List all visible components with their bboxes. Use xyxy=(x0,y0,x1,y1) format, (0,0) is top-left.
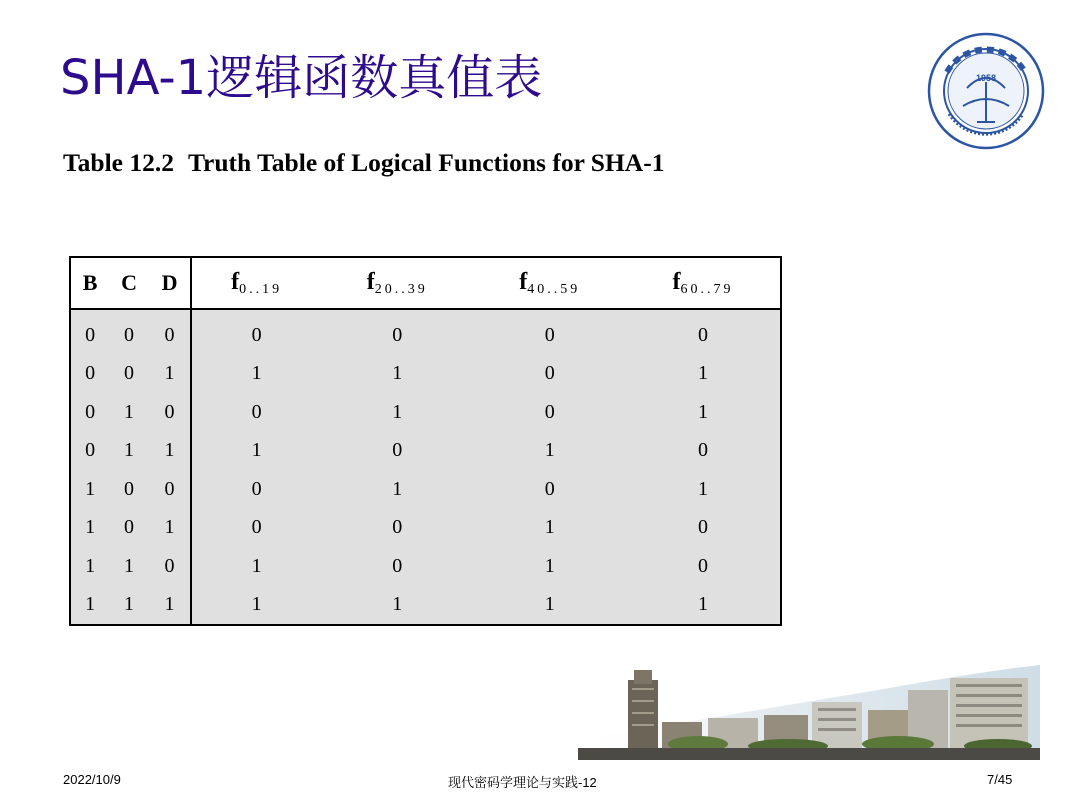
table-cell: 0 xyxy=(70,393,109,432)
table-cell: 0 xyxy=(626,309,781,355)
header-f-60-79: $f_{60..79}$ xyxy=(626,257,781,309)
header-b: B xyxy=(70,257,109,309)
table-cell: 1 xyxy=(70,470,109,509)
table-cell: 0 xyxy=(626,547,781,586)
table-cell: 0 xyxy=(149,470,191,509)
table-cell: 0 xyxy=(149,547,191,586)
table-row xyxy=(70,432,781,471)
header-d: D xyxy=(149,257,191,309)
table-cell: 0 xyxy=(191,509,321,548)
table-cell: 0 xyxy=(109,470,149,509)
header-f-0-19: $f_{0..19}$ xyxy=(191,257,321,309)
table-cell: 0 xyxy=(191,309,321,355)
table-cell: 0 xyxy=(70,355,109,394)
table-cell: 1 xyxy=(474,586,626,626)
header-c: C xyxy=(109,257,149,309)
footer-date: 2022/10/9 xyxy=(63,772,121,787)
table-cell: 1 xyxy=(626,586,781,626)
table-caption-text: Truth Table of Logical Functions for SHA-1 xyxy=(187,148,665,177)
table-cell: 1 xyxy=(321,393,473,432)
table-cell: 0 xyxy=(191,470,321,509)
table-cell: 1 xyxy=(474,432,626,471)
table-cell: 1 xyxy=(149,509,191,548)
table-cell: 1 xyxy=(149,355,191,394)
table-cell: 1 xyxy=(70,509,109,548)
table-row xyxy=(70,470,781,509)
table-caption xyxy=(63,148,664,178)
table-cell: 1 xyxy=(191,355,321,394)
table-cell: 0 xyxy=(321,432,473,471)
table-cell: 0 xyxy=(321,547,473,586)
table-cell: 1 xyxy=(626,393,781,432)
header-f-20-39: $f_{20..39}$ xyxy=(321,257,473,309)
footer-page-number: 7/45 xyxy=(987,772,1013,787)
table-cell: 1 xyxy=(109,432,149,471)
truth-table xyxy=(69,256,782,626)
table-cell: 1 xyxy=(321,355,473,394)
table-cell: 0 xyxy=(321,309,473,355)
table-cell: 1 xyxy=(109,547,149,586)
table-cell: 0 xyxy=(626,509,781,548)
table-cell: 0 xyxy=(321,509,473,548)
table-cell: 1 xyxy=(626,470,781,509)
table-cell: 1 xyxy=(149,586,191,626)
table-row xyxy=(70,393,781,432)
university-seal-icon xyxy=(927,32,1045,150)
seal-year: 1958 xyxy=(975,73,997,83)
table-cell: 1 xyxy=(321,470,473,509)
table-row xyxy=(70,509,781,548)
table-cell: 1 xyxy=(109,393,149,432)
table-cell: 0 xyxy=(70,432,109,471)
truth-table-header-row xyxy=(70,257,781,309)
table-row xyxy=(70,309,781,355)
table-cell: 0 xyxy=(149,309,191,355)
table-cell: 1 xyxy=(626,355,781,394)
table-row xyxy=(70,586,781,626)
table-cell: 0 xyxy=(474,470,626,509)
table-cell: 0 xyxy=(474,393,626,432)
table-cell: 0 xyxy=(474,309,626,355)
table-cell: 0 xyxy=(109,509,149,548)
table-row xyxy=(70,547,781,586)
table-cell: 1 xyxy=(70,547,109,586)
header-f-40-59: $f_{40..59}$ xyxy=(474,257,626,309)
table-cell: 1 xyxy=(474,509,626,548)
table-cell: 1 xyxy=(109,586,149,626)
table-row xyxy=(70,355,781,394)
table-cell: 0 xyxy=(109,355,149,394)
footer-course-title: 现代密码学理论与实践-12 xyxy=(448,775,597,790)
table-cell: 0 xyxy=(626,432,781,471)
table-cell: 1 xyxy=(70,586,109,626)
table-cell: 0 xyxy=(149,393,191,432)
table-cell: 1 xyxy=(191,586,321,626)
slide-title: SHA-1逻辑函数真值表 xyxy=(60,50,543,106)
table-cell: 1 xyxy=(191,547,321,586)
table-cell: 0 xyxy=(474,355,626,394)
table-cell: 1 xyxy=(321,586,473,626)
table-cell: 1 xyxy=(149,432,191,471)
table-cell: 1 xyxy=(474,547,626,586)
table-cell: 0 xyxy=(70,309,109,355)
campus-photo-icon xyxy=(578,660,1040,760)
table-cell: 0 xyxy=(191,393,321,432)
table-caption-number: Table 12.2 xyxy=(63,148,175,177)
table-cell: 1 xyxy=(191,432,321,471)
table-cell: 0 xyxy=(109,309,149,355)
